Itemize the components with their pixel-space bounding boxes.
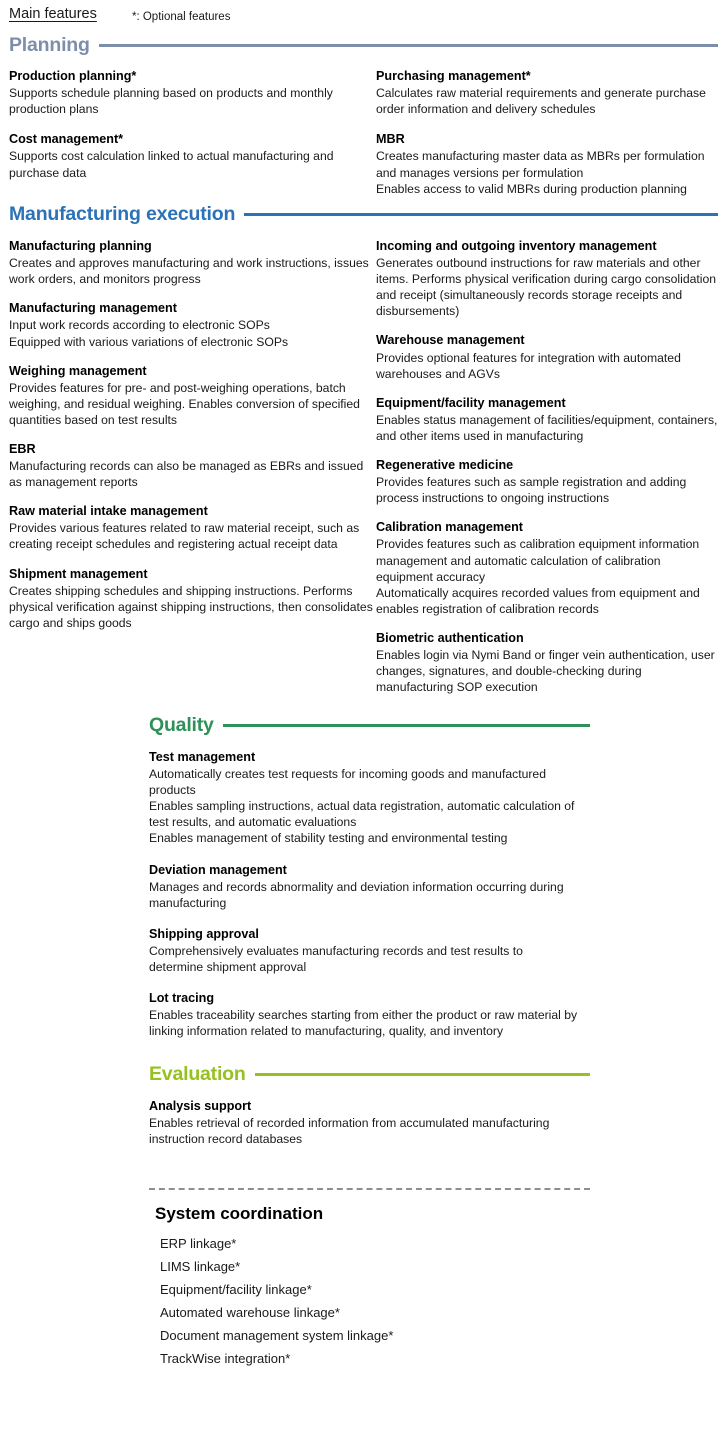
section-rule-planning <box>99 44 718 47</box>
feature-title: Deviation management <box>149 862 287 877</box>
feature-item <box>376 395 718 444</box>
section-title-evaluation: Evaluation <box>149 1063 246 1085</box>
feature-description: Calculates raw material requirements and generate purchase order information and delivery schedules <box>376 86 706 117</box>
feature-description: Enables retrieval of recorded information from accumulated manufacturing instruction record databases <box>149 1116 550 1147</box>
feature-description: Enables status management of facilities/equipment, containers, and other items used in manufacturing <box>376 412 718 443</box>
feature-description: Provides features such as sample registration and adding process instructions to ongoing instructions <box>376 475 687 506</box>
feature-title: Purchasing management* <box>376 69 531 83</box>
manufacturing-left-column <box>9 238 376 708</box>
list-item: ERP linkage* <box>160 1236 237 1251</box>
system-coordination-list <box>149 1233 590 1371</box>
evaluation-items <box>149 1098 579 1147</box>
feature-description: Supports cost calculation linked to actual manufacturing and purchase data <box>9 149 334 180</box>
section-evaluation <box>149 1063 590 1147</box>
planning-right-column <box>376 68 718 197</box>
system-coordination-title: System coordination <box>155 1204 324 1223</box>
section-rule-evaluation <box>255 1073 590 1076</box>
feature-title: Warehouse management <box>376 333 525 348</box>
feature-description: Comprehensively evaluates manufacturing records and test results to determine shipment approval <box>149 943 523 975</box>
section-rule-manufacturing-execution <box>244 213 718 216</box>
main-features-title: Main features <box>9 6 97 22</box>
feature-title: Manufacturing planning <box>9 239 152 253</box>
feature-title: Lot tracing <box>149 991 215 1006</box>
list-item: TrackWise integration* <box>160 1351 291 1366</box>
feature-title: Calibration management <box>376 520 523 535</box>
feature-description: Provides features for pre- and post-weighing operations, batch weighing, and residual weighing. Enables conversion of specified quantities based on test results <box>9 380 360 427</box>
feature-title: Production planning* <box>9 69 137 83</box>
feature-description: Generates outbound instructions for raw materials and other items. Performs physical verification during cargo consolidation and receipt (simultaneously records storage receipts and disbursements) <box>376 256 717 319</box>
feature-item <box>149 1098 579 1147</box>
manufacturing-right-column <box>376 238 718 708</box>
feature-title: Shipment management <box>9 566 148 581</box>
list-item: LIMS linkage* <box>160 1259 241 1274</box>
list-item: Document management system linkage* <box>160 1328 394 1343</box>
feature-item <box>9 131 376 180</box>
section-header-evaluation <box>149 1063 590 1086</box>
feature-title: Equipment/facility management <box>376 395 566 410</box>
section-system-coordination <box>149 1188 590 1371</box>
feature-item <box>376 68 718 117</box>
feature-item <box>376 630 718 695</box>
feature-title: Analysis support <box>149 1099 252 1113</box>
optional-features-note: *: Optional features <box>132 11 231 23</box>
feature-description: Manages and records abnormality and deviation information occurring during manufacturing <box>149 879 564 910</box>
feature-item <box>9 566 376 631</box>
feature-title: Test management <box>149 750 256 764</box>
feature-item <box>376 238 718 319</box>
feature-title: EBR <box>9 441 36 456</box>
feature-item <box>149 990 579 1039</box>
feature-title: Manufacturing management <box>9 301 177 316</box>
feature-description: Automatically creates test requests for incoming goods and manufactured products Enables sampling instructions, actual data registration, automatic calculation of test results, and automatic evaluations Enables management of stability testing and environmental testing <box>149 767 575 846</box>
planning-left-column <box>9 68 376 197</box>
section-title-manufacturing-execution: Manufacturing execution <box>9 203 236 225</box>
feature-description: Enables login via Nymi Band or finger vein authentication, user changes, signatures, and double-checking during manufacturing SOP execution <box>376 648 715 695</box>
feature-item <box>149 749 579 847</box>
section-title-planning: Planning <box>9 34 90 56</box>
feature-item <box>376 131 718 196</box>
feature-item <box>376 457 718 506</box>
feature-description: Manufacturing records can also be managed as EBRs and issued as management reports <box>9 459 364 490</box>
feature-title: MBR <box>376 132 405 147</box>
section-header-planning <box>9 34 718 57</box>
quality-items <box>149 749 579 1039</box>
feature-title: Incoming and outgoing inventory management <box>376 239 657 253</box>
feature-title: Weighing management <box>9 363 147 378</box>
feature-item <box>9 363 376 428</box>
section-title-quality: Quality <box>149 714 214 736</box>
feature-item <box>9 238 376 287</box>
feature-description: Creates shipping schedules and shipping instructions. Performs physical verification against shipping instructions, then consolidates cargo and ships goods <box>9 583 373 630</box>
section-planning <box>9 34 718 197</box>
section-header-quality <box>149 714 590 737</box>
feature-description: Enables traceability searches starting from either the product or raw material by linking information related to manufacturing, quality, and inventory <box>149 1008 578 1039</box>
manufacturing-columns <box>9 238 718 708</box>
feature-description: Provides various features related to raw material receipt, such as creating receipt schedules and registering actual receipt data <box>9 521 360 552</box>
feature-item <box>376 332 718 381</box>
feature-title: Shipping approval <box>149 926 259 941</box>
feature-description: Supports schedule planning based on products and monthly production plans <box>9 86 333 117</box>
feature-description: Creates manufacturing master data as MBRs per formulation and manages versions per formulation Enables access to valid MBRs during production planning <box>376 149 705 196</box>
list-item: Equipment/facility linkage* <box>160 1282 312 1297</box>
feature-description: Input work records according to electronic SOPs Equipped with various variations of electronic SOPs <box>9 318 289 349</box>
dashed-separator <box>149 1188 590 1190</box>
feature-title: Biometric authentication <box>376 630 524 645</box>
section-manufacturing-execution <box>9 203 718 708</box>
feature-description: Creates and approves manufacturing and work instructions, issues work orders, and monitors progress <box>9 256 369 287</box>
section-rule-quality <box>223 724 590 727</box>
feature-item <box>149 926 579 975</box>
section-quality <box>149 714 590 1054</box>
feature-item <box>9 503 376 552</box>
feature-item <box>9 300 376 349</box>
list-item: Automated warehouse linkage* <box>160 1305 340 1320</box>
feature-item <box>9 68 376 117</box>
feature-title: Regenerative medicine <box>376 458 514 473</box>
feature-description: Provides optional features for integration with automated warehouses and AGVs <box>376 350 681 381</box>
feature-item <box>9 441 376 490</box>
feature-title: Cost management* <box>9 132 124 147</box>
page-header <box>0 0 720 30</box>
feature-item <box>149 862 579 911</box>
feature-description: Provides features such as calibration equipment information management and automatic calculation of calibration equipment accuracy Automatically acquires recorded values from equipment and enables registration of calibration records <box>376 537 700 616</box>
feature-item <box>376 519 718 617</box>
planning-columns <box>9 68 718 197</box>
section-header-manufacturing-execution <box>9 203 718 226</box>
feature-title: Raw material intake management <box>9 504 208 519</box>
